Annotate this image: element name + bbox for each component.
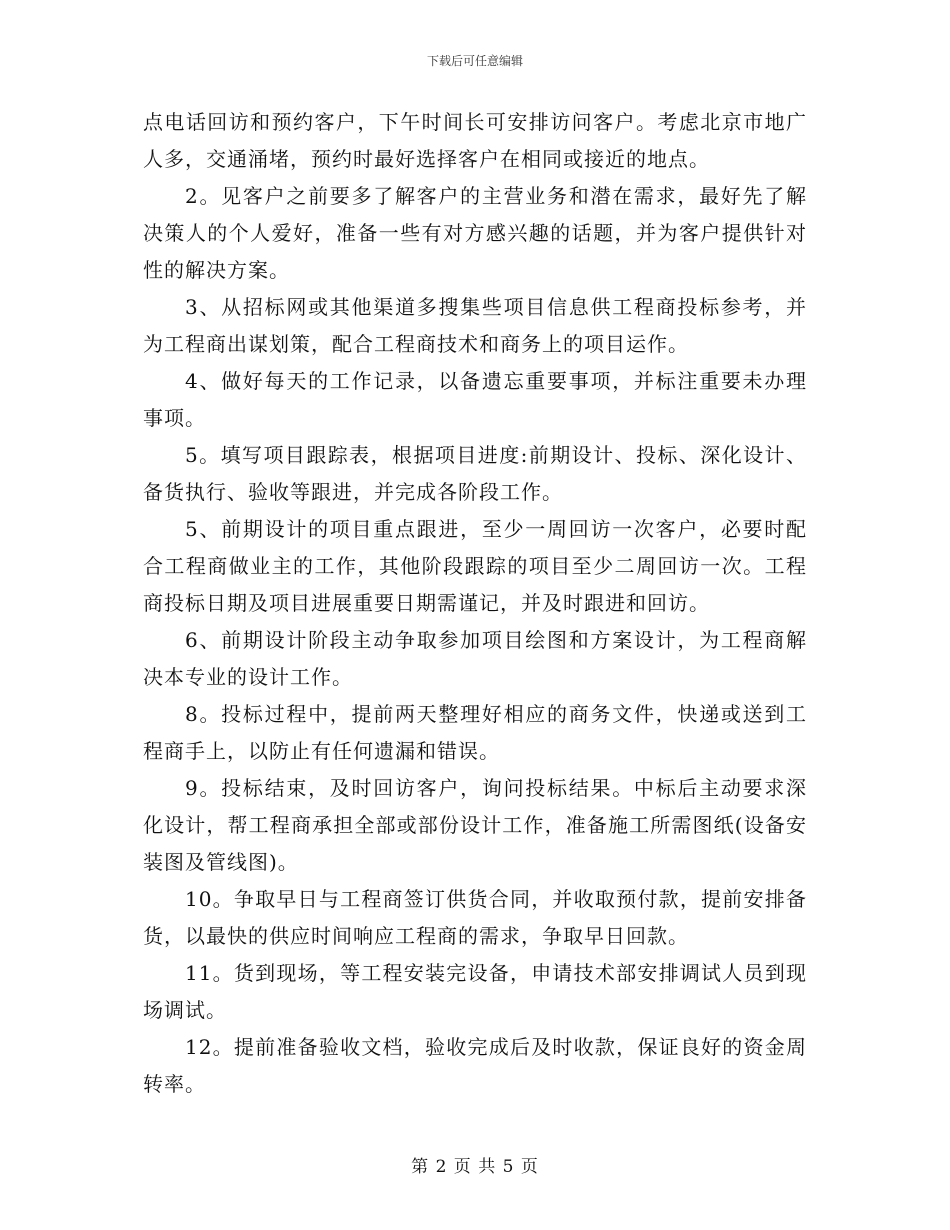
paragraph-11: 11。货到现场，等工程安装完设备，申请技术部安排调试人员到现场调试。 [143,961,807,1022]
document-body [143,104,807,1103]
page-header-note: 下载后可任意编辑 [426,54,523,68]
paragraph-10: 10。争取早日与工程商签订供货合同，并收取预付款，提前安排备货，以最快的供应时间响应工程商的需求，争取早日回款。 [143,887,807,948]
paragraph-12: 12。提前准备验收文档，验收完成后及时收款，保证良好的资金周转率。 [143,1035,807,1096]
paragraph-8: 8。投标过程中，提前两天整理好相应的商务文件，快递或送到工程商手上，以防止有任何遗漏和错误。 [143,702,807,763]
page-number-footer: 第 2 页 共 5 页 [411,1157,539,1177]
paragraph-1: 点电话回访和预约客户，下午时间长可安排访问客户。考虑北京市地广人多，交通涌堵，预约时最好选择客户在相同或接近的地点。 [143,110,807,171]
paragraph-4: 4、做好每天的工作记录，以备遗忘重要事项，并标注重要未办理事项。 [143,369,807,430]
paragraph-3: 3、从招标网或其他渠道多搜集些项目信息供工程商投标参考，并为工程商出谋划策，配合工程商技术和商务上的项目运作。 [143,295,807,356]
paragraph-6: 5、前期设计的项目重点跟进，至少一周回访一次客户，必要时配合工程商做业主的工作，其他阶段跟踪的项目至少二周回访一次。工程商投标日期及项目进展重要日期需谨记，并及时跟进和回访。 [143,517,807,615]
paragraph-7: 6、前期设计阶段主动争取参加项目绘图和方案设计，为工程商解决本专业的设计工作。 [143,628,807,689]
paragraph-5: 5。填写项目跟踪表，根据项目进度:前期设计、投标、深化设计、备货执行、验收等跟进，并完成各阶段工作。 [143,443,807,504]
paragraph-2: 2。见客户之前要多了解客户的主营业务和潜在需求，最好先了解决策人的个人爱好，准备一些有对方感兴趣的话题，并为客户提供针对性的解决方案。 [143,184,807,282]
paragraph-9: 9。投标结束，及时回访客户，询问投标结果。中标后主动要求深化设计，帮工程商承担全部或部份设计工作，准备施工所需图纸(设备安装图及管线图)。 [143,776,807,874]
